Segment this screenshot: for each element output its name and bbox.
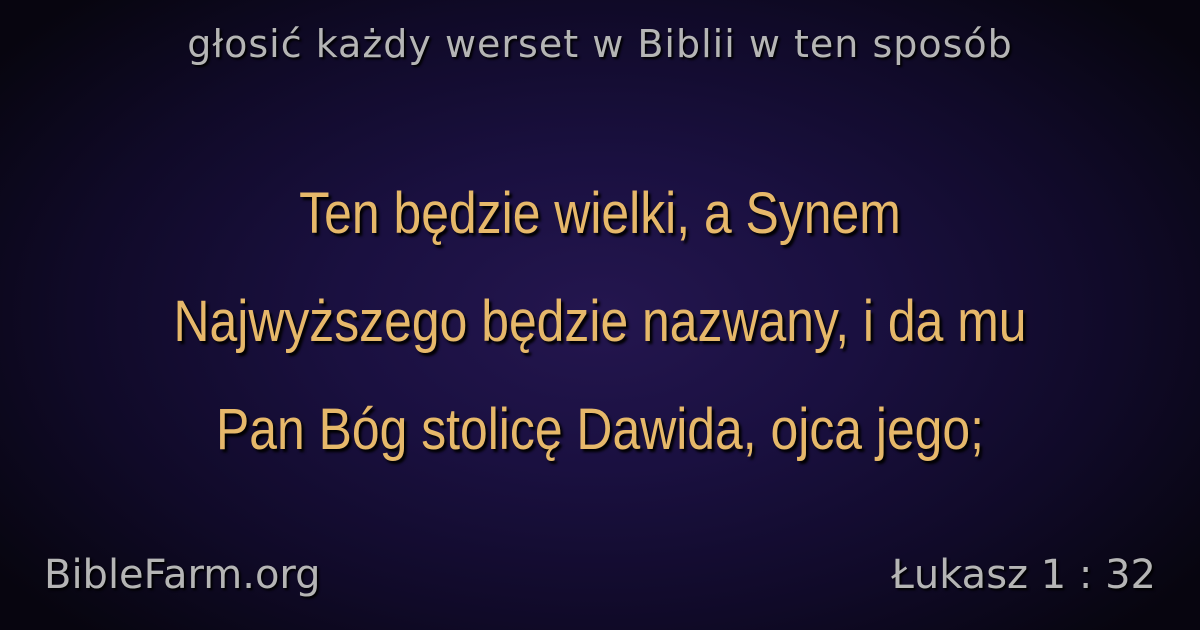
header-tagline: głosić każdy werset w Biblii w ten sposób xyxy=(187,22,1013,66)
verse-text xyxy=(118,160,1081,484)
site-name: BibleFarm.org xyxy=(44,552,321,598)
verse-line-1: Ten będzie wielki, a Synem xyxy=(299,181,901,246)
verse-line-2: Najwyższego będzie nazwany, i da mu xyxy=(173,289,1027,354)
verse-reference: Łukasz 1 : 32 xyxy=(891,552,1156,598)
verse-line-3: Pan Bóg stolicę Dawida, ojca jego; xyxy=(215,397,985,462)
